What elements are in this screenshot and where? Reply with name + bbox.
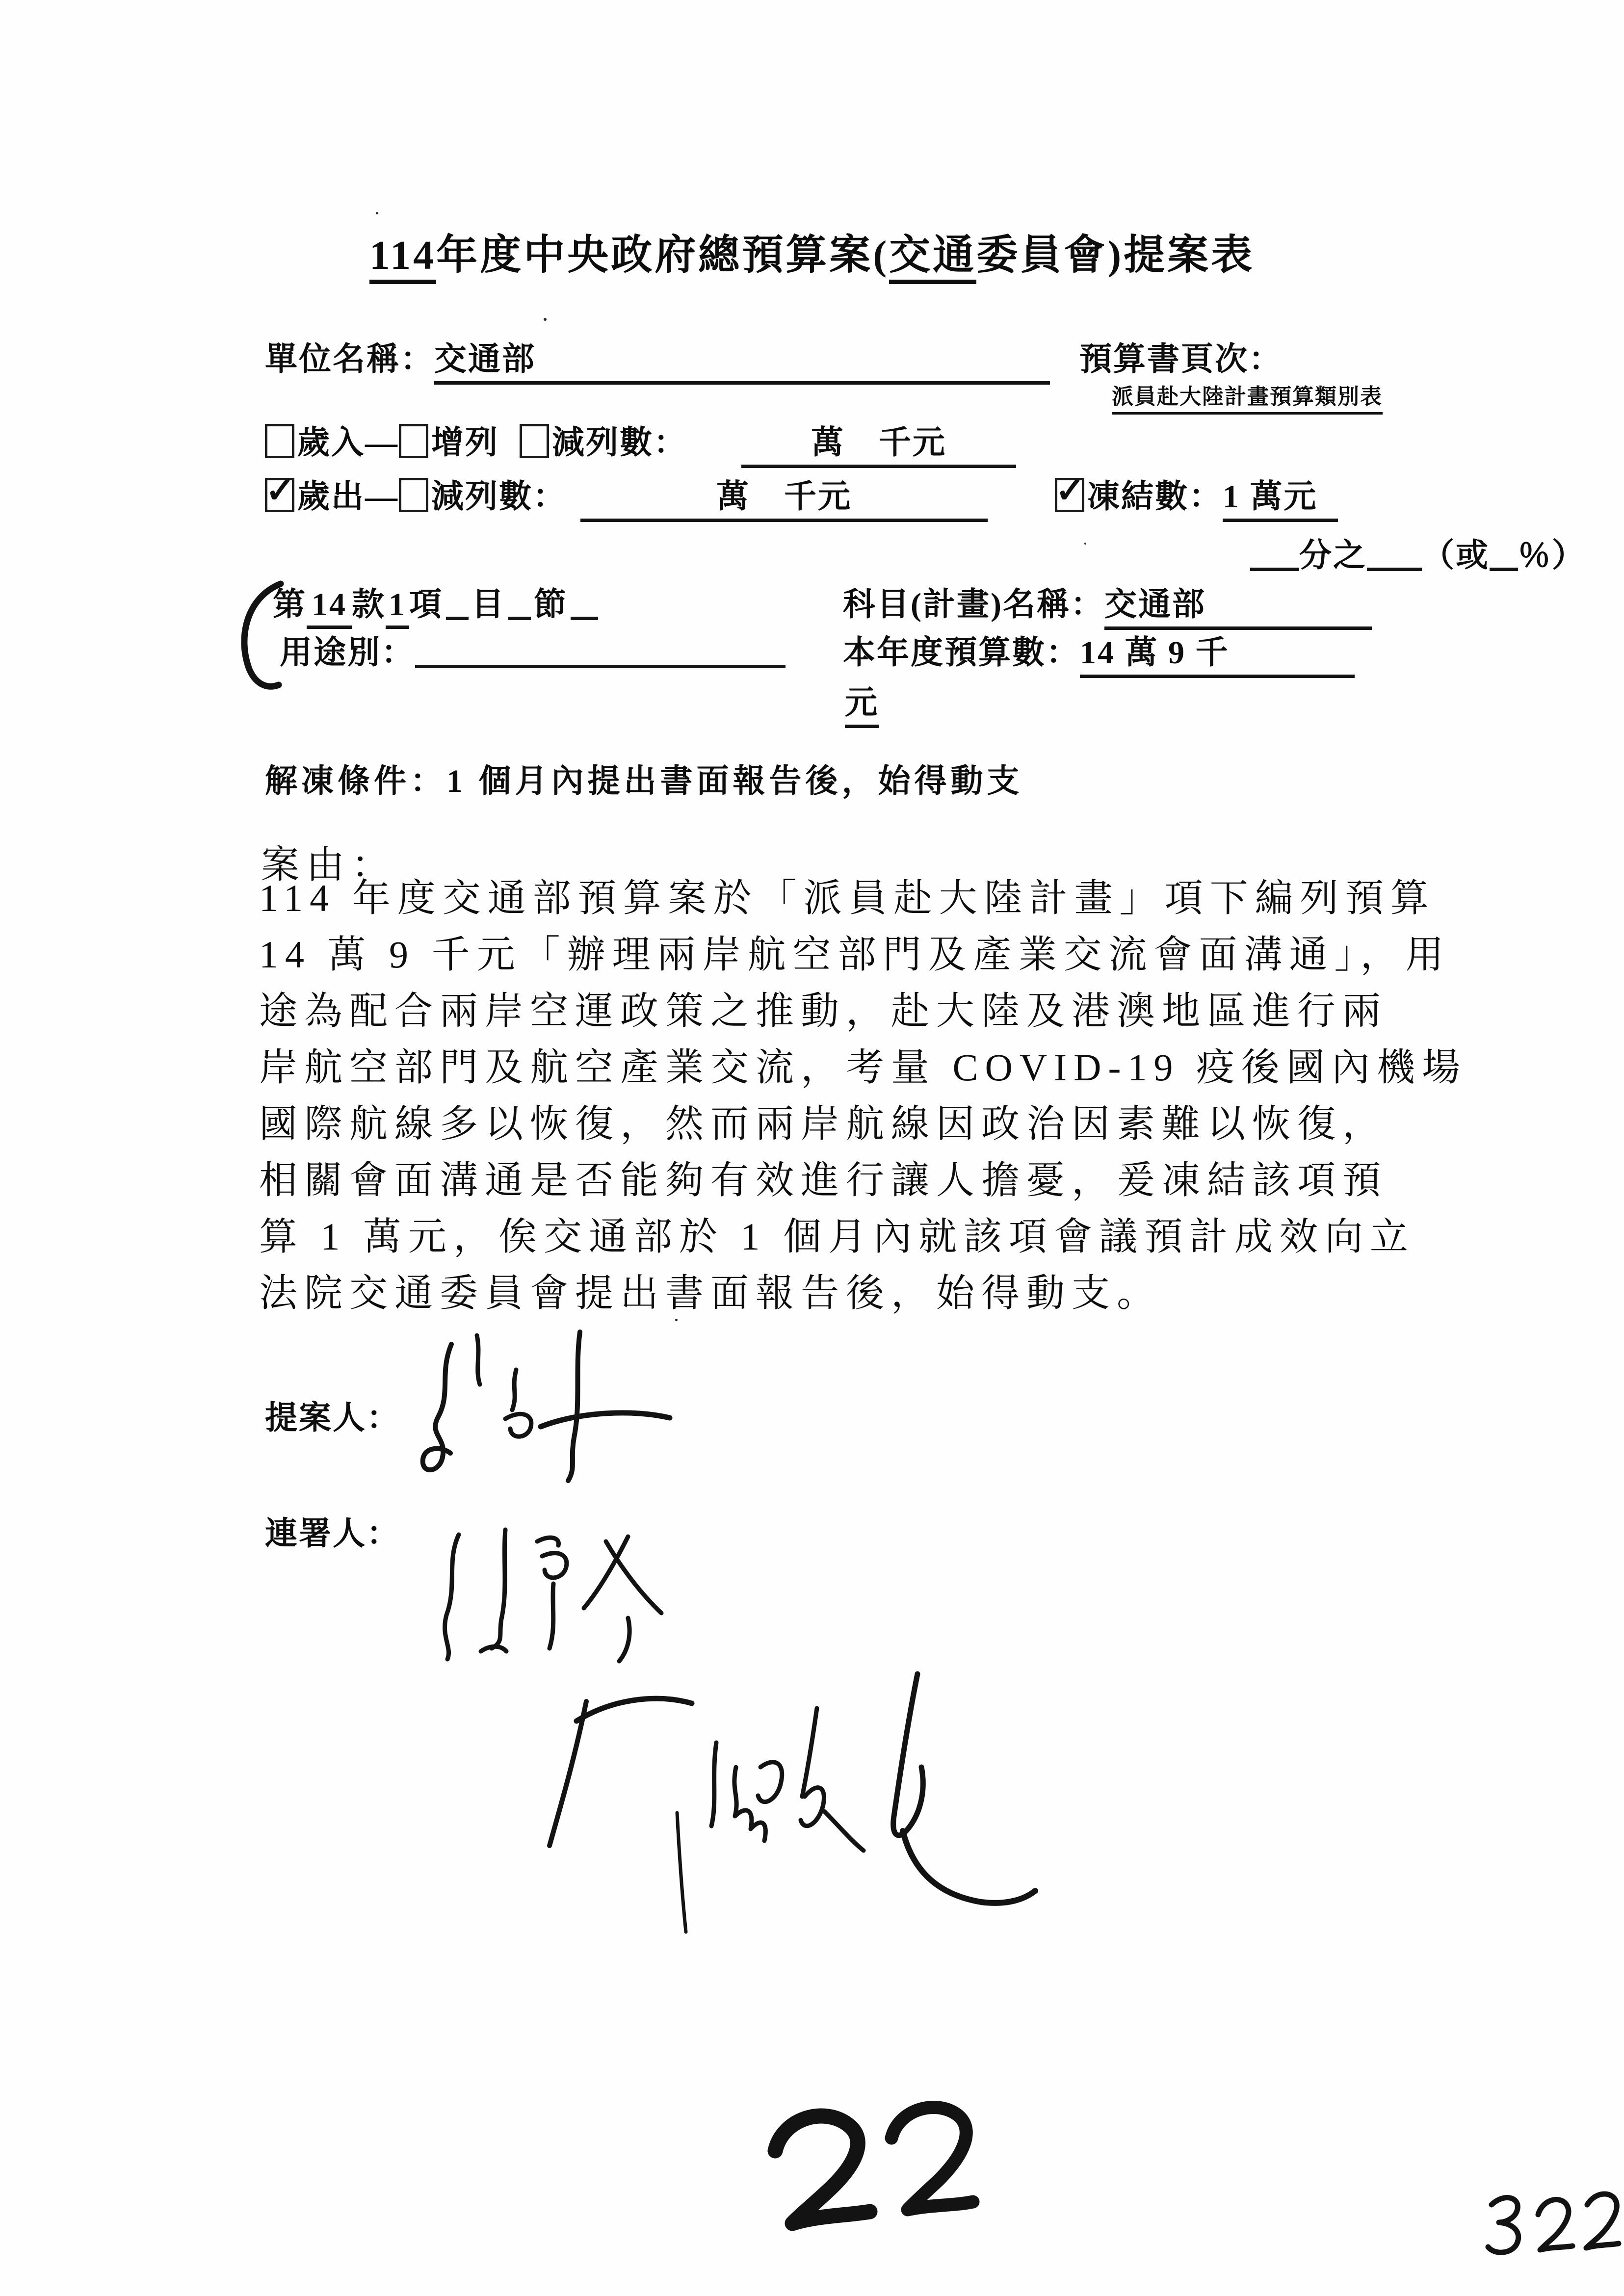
section-kuan-number: 14 (307, 586, 352, 629)
revenue-amount-units: 萬 千元 (811, 425, 946, 461)
section-mu-blank (508, 588, 531, 620)
cosigner-signature-2 (530, 1663, 1040, 1943)
budget-page-label: 預算書頁次： (1079, 341, 1283, 377)
freeze-value: 1 萬元 (1223, 479, 1318, 515)
proposer-label-row (265, 1391, 400, 1438)
revenue-dash: — (365, 425, 399, 461)
body-line: 法院交通委員會提出書面報告後，始得動支。 (259, 1272, 1162, 1314)
budget-page-note: 派員赴大陸計畫預算類別表 (1112, 379, 1383, 415)
scan-speck (675, 1319, 678, 1321)
annual-budget-value: 14 萬 9 千 (1080, 635, 1230, 671)
expense-label: 歲出 (297, 479, 365, 515)
title-post: 委員會)提案表 (976, 233, 1255, 278)
handwritten-page-number-22 (758, 2091, 994, 2236)
case-label: 案由： (261, 843, 397, 886)
annual-budget-row (843, 626, 1355, 678)
subject-label: 科目(計畫)名稱： (843, 587, 1104, 623)
revenue-cut-checkbox (520, 424, 549, 458)
annual-budget-label: 本年度預算數： (843, 635, 1080, 671)
handwritten-page-number-322 (1465, 2184, 1624, 2270)
thaw-condition-row (265, 755, 1023, 801)
budget-page-note-row (1112, 379, 1383, 415)
thaw-text: 1 個月內提出書面報告後，始得動支 (446, 763, 1023, 799)
body-line: 途為配合兩岸空運政策之推動，赴大陸及港澳地區進行兩 (259, 990, 1388, 1032)
freeze-checkbox-checked (1055, 471, 1087, 512)
section-xiang: 項 (409, 587, 443, 623)
fraction-or: （或 (1422, 538, 1490, 574)
annual-budget-tail: 元 (845, 676, 879, 728)
fraction-blank-3 (1490, 539, 1518, 571)
fraction-mid: 分之 (1299, 538, 1367, 574)
revenue-checkbox (265, 424, 294, 458)
title-committee-underlined: 交通 (889, 233, 976, 284)
section-kuan: 款 (352, 587, 386, 623)
subject-row (843, 578, 1372, 630)
expense-amount-units: 萬 千元 (716, 479, 852, 515)
unit-name-label: 單位名稱： (265, 341, 434, 377)
usage-label: 用途別： (280, 635, 415, 671)
body-line: 相關會面溝通是否能夠有效進行讓人擔憂，爰凍結該項預 (259, 1159, 1388, 1201)
fraction-pct: ％） (1518, 538, 1586, 574)
revenue-row (265, 416, 1016, 468)
body-line: 14 萬 9 千元「辦理兩岸航空部門及產業交流會面溝通」，用 (259, 933, 1451, 976)
subject-value: 交通部 (1104, 587, 1206, 623)
section-jie: 節 (534, 587, 568, 623)
scan-speck (1084, 543, 1086, 545)
fraction-blank-2 (1367, 539, 1422, 571)
expense-checkbox-checked (265, 471, 297, 512)
scan-speck (376, 212, 378, 214)
freeze-label: 凍結數： (1087, 479, 1223, 515)
revenue-amount-field (741, 416, 1016, 468)
add-label: 增列 (431, 425, 499, 461)
unit-name-value: 交通部 (434, 341, 536, 377)
unit-name-row (265, 333, 1050, 385)
expense-row (265, 470, 988, 522)
usage-row (280, 626, 786, 673)
expense-cut-label: 減列數： (431, 479, 567, 515)
expense-checkmark: ✓ (265, 471, 297, 510)
freeze-group (1055, 470, 1338, 522)
annual-budget-tail-row (845, 676, 879, 728)
section-row (273, 578, 598, 629)
subject-field (1104, 578, 1372, 630)
revenue-cut-label: 減列數： (552, 425, 687, 461)
section-xiang-blank (446, 588, 469, 620)
budget-page-label-row (1079, 333, 1283, 379)
fraction-row (1250, 529, 1586, 575)
annual-budget-field (1080, 626, 1355, 678)
page-title (0, 222, 1624, 281)
section-di: 第 (273, 587, 307, 623)
title-pre: 年度中央政府總預算案( (436, 233, 890, 278)
cosigner-signature-1 (432, 1526, 687, 1668)
usage-blank (415, 636, 786, 668)
cosigner-label: 連署人： (265, 1516, 400, 1552)
proposer-label: 提案人： (265, 1400, 400, 1436)
proposer-signature (402, 1325, 677, 1506)
freeze-checkmark: ✓ (1055, 471, 1087, 510)
scan-speck (544, 318, 547, 321)
fraction-blank-1 (1250, 539, 1299, 571)
revenue-label: 歲入 (297, 425, 365, 461)
body-line: 岸航空部門及航空產業交流，考量 COVID-19 疫後國內機場 (259, 1046, 1467, 1089)
body-line: 國際航線多以恢復，然而兩岸航線因政治因素難以恢復， (259, 1102, 1388, 1145)
freeze-value-field (1223, 470, 1338, 522)
expense-cut-checkbox (399, 478, 428, 512)
unit-name-field (434, 333, 1050, 385)
add-checkbox (399, 424, 428, 458)
cosigner-label-row (265, 1507, 400, 1554)
expense-dash: — (365, 479, 399, 515)
section-xiang-number: 1 (386, 586, 409, 629)
body-line: 114 年度交通部預算案於「派員赴大陸計畫」項下編列預算 (259, 877, 1436, 919)
section-mu: 目 (471, 587, 505, 623)
title-year-number: 114 (369, 233, 436, 284)
expense-amount-field (580, 470, 988, 522)
body-line: 算 1 萬元，俟交通部於 1 個月內就該項會議預計成效向立 (259, 1215, 1415, 1258)
thaw-label: 解凍條件： (265, 763, 446, 799)
section-jie-blank (571, 588, 598, 620)
